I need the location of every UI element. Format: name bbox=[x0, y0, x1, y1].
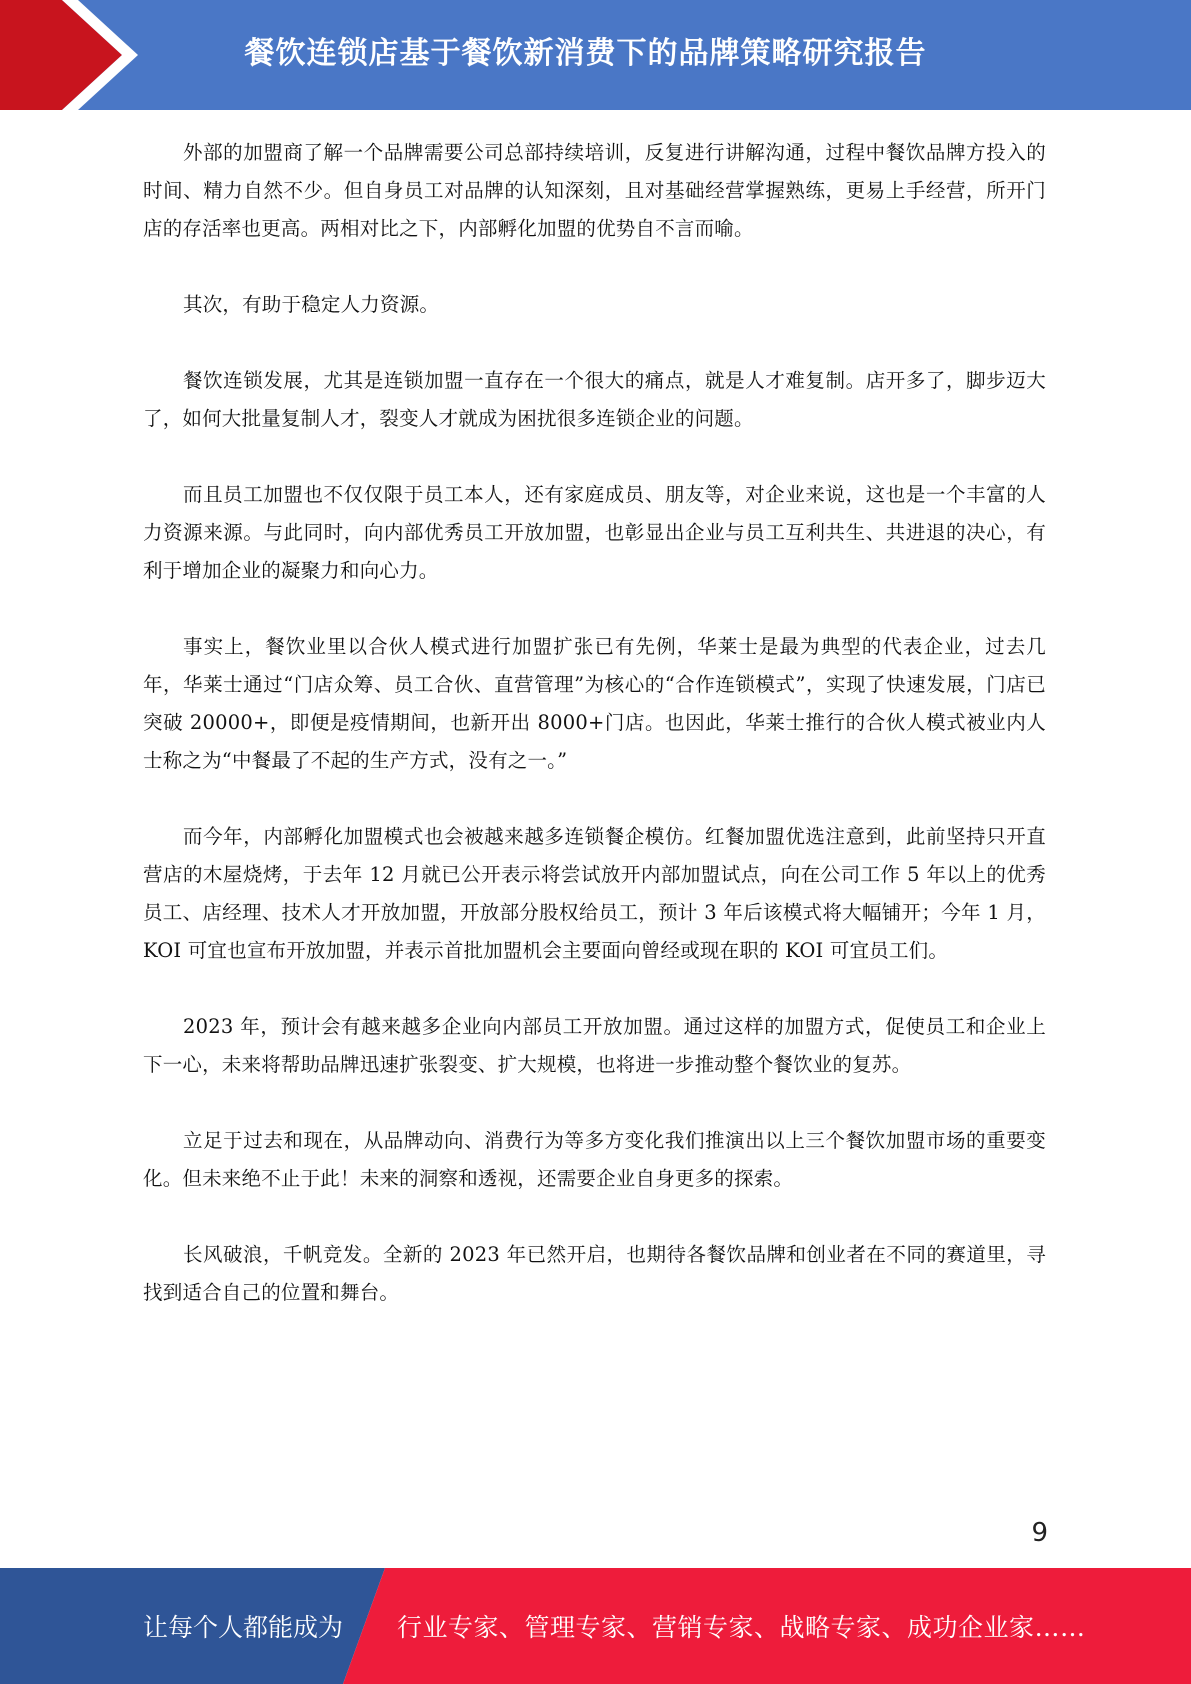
page-number: 9 bbox=[1031, 1518, 1048, 1548]
body-text bbox=[143, 134, 1046, 1350]
header-chevron-decoration bbox=[0, 0, 150, 110]
paragraph: 立足于过去和现在，从品牌动向、消费行为等多方变化我们推演出以上三个餐饮加盟市场的重要变化。但未来绝不止于此！未来的洞察和透视，还需要企业自身更多的探索。 bbox=[143, 1129, 1046, 1190]
header-title: 餐饮连锁店基于餐饮新消费下的品牌策略研究报告 bbox=[244, 36, 927, 71]
page-header bbox=[0, 0, 1191, 110]
page-footer bbox=[0, 1568, 1191, 1684]
footer-slogan-right: 行业专家、管理专家、营销专家、战略专家、成功企业家…… bbox=[397, 1613, 1086, 1642]
paragraph: 餐饮连锁发展，尤其是连锁加盟一直存在一个很大的痛点，就是人才难复制。店开多了，脚步迈大了，如何大批量复制人才，裂变人才就成为困扰很多连锁企业的问题。 bbox=[143, 369, 1046, 430]
paragraph: 长风破浪，千帆竞发。全新的 2023 年已然开启，也期待各餐饮品牌和创业者在不同的赛道里，寻找到适合自己的位置和舞台。 bbox=[143, 1243, 1046, 1304]
paragraph: 其次，有助于稳定人力资源。 bbox=[183, 293, 440, 316]
paragraph: 而且员工加盟也不仅仅限于员工本人，还有家庭成员、朋友等，对企业来说，这也是一个丰富的人力资源来源。与此同时，向内部优秀员工开放加盟，也彰显出企业与员工互利共生、共进退的决心，有利于增加企业的凝聚力和向心力。 bbox=[143, 483, 1046, 582]
footer-slogan-left: 让每个人都能成为 bbox=[143, 1613, 344, 1642]
paragraph: 而今年，内部孵化加盟模式也会被越来越多连锁餐企模仿。红餐加盟优选注意到，此前坚持只开直营店的木屋烧烤，于去年 12 月就已公开表示将尝试放开内部加盟试点，向在公司工作 5 年以上的优秀员工、店经理、技术人才开放加盟，开放部分股权给员工，预计 3 年后该模式将大幅铺开；今年 1 月，KOI 可宜也宣布开放加盟，并表示首批加盟机会主要面向曾经或现在职的 KOI 可宜员工们。 bbox=[143, 825, 1046, 962]
paragraph: 2023 年，预计会有越来越多企业向内部员工开放加盟。通过这样的加盟方式，促使员工和企业上下一心，未来将帮助品牌迅速扩张裂变、扩大规模，也将进一步推动整个餐饮业的复苏。 bbox=[143, 1015, 1046, 1076]
paragraph: 外部的加盟商了解一个品牌需要公司总部持续培训，反复进行讲解沟通，过程中餐饮品牌方投入的时间、精力自然不少。但自身员工对品牌的认知深刻，且对基础经营掌握熟练，更易上手经营，所开门店的存活率也更高。两相对比之下，内部孵化加盟的优势自不言而喻。 bbox=[143, 141, 1046, 240]
paragraph: 事实上，餐饮业里以合伙人模式进行加盟扩张已有先例，华莱士是最为典型的代表企业，过去几年，华莱士通过“门店众筹、员工合伙、直营管理”为核心的“合作连锁模式”，实现了快速发展，门店已突破 20000+，即便是疫情期间，也新开出 8000+门店。也因此，华莱士推行的合伙人模式被业内人士称之为“中餐最了不起的生产方式，没有之一。” bbox=[143, 635, 1046, 772]
